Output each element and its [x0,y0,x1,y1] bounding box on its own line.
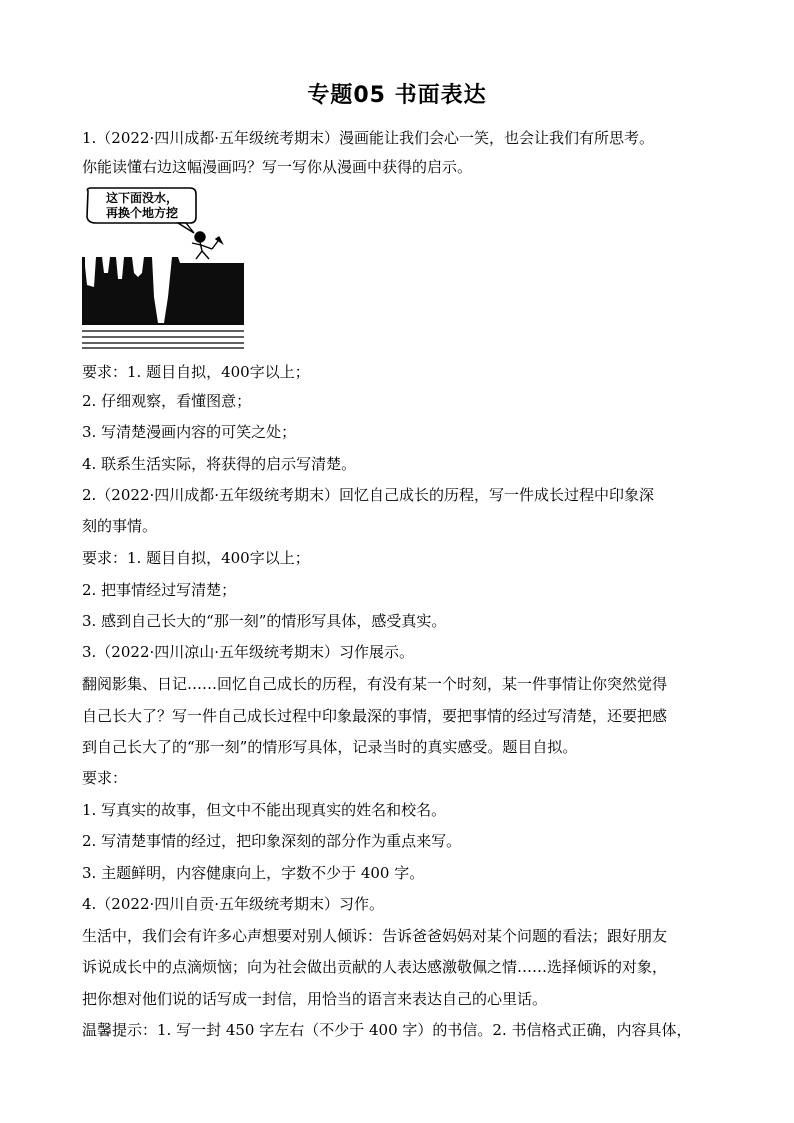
paragraph-line: 3. 写清楚漫画内容的可笑之处； [82,423,297,441]
paragraph-line: 3. 主题鲜明，内容健康向上，字数不少于 400 字。 [82,864,425,882]
paragraph-line: 把你想对他们说的话写成一封信，用恰当的语言来表达自己的心里话。 [82,990,548,1008]
paragraph-line: 刻的事情。 [82,517,158,535]
paragraph-line: 4.（2022·四川自贡·五年级统考期末）习作。 [82,895,385,913]
speech-text-2: 再换个地方挖 [105,206,179,220]
paragraph-line: 要求：1. 题目自拟，400字以上； [82,363,310,381]
paragraph-line: 要求： [82,769,128,787]
ground-with-holes [82,257,244,325]
water-layer [82,331,244,348]
paragraph-line: 到自己长大了的“那一刻”的情形写具体，记录当时的真实感受。题目自拟。 [82,738,578,756]
paragraph-line: 要求：1. 题目自拟，400字以上； [82,549,310,567]
page-title: 专题05 书面表达 [307,83,487,108]
speech-text-1: 这下面没水， [105,191,179,205]
paragraph-line: 自己长大了？写一件自己成长过程中印象最深的事情，要把事情的经过写清楚，还要把感 [82,707,668,725]
paragraph-line: 3. 感到自己长大的“那一刻”的情形写具体，感受真实。 [82,612,447,630]
paragraph-line: 诉说成长中的点滴烦恼；向为社会做出贡献的人表达感激敬佩之情……选择倾诉的对象， [82,958,668,976]
paragraph-line: 2. 仔细观察，看懂图意； [82,392,252,410]
paragraph-line: 翻阅影集、日记……回忆自己成长的历程，有没有某一个时刻，某一件事情让你突然觉得 [82,675,668,693]
paragraph-line: 4. 联系生活实际，将获得的启示写清楚。 [82,455,357,473]
paragraph-line: 生活中，我们会有许多心声想要对别人倾诉：告诉爸爸妈妈对某个问题的看法；跟好朋友 [82,927,668,945]
paragraph-line: 你能读懂右边这幅漫画吗？写一写你从漫画中获得的启示。 [82,158,473,176]
paragraph-line: 2.（2022·四川成都·五年级统考期末）回忆自己成长的历程，写一件成长过程中印象深 [82,486,655,504]
comic-illustration [82,185,247,350]
paragraph-line: 2. 写清楚事情的经过，把印象深刻的部分作为重点来写。 [82,832,462,850]
paragraph-line: 1.（2022·四川成都·五年级统考期末）漫画能让我们会心一笑，也会让我们有所思考。 [82,129,655,147]
paragraph-line: 2. 把事情经过写清楚； [82,581,237,599]
paragraph-line: 3.（2022·四川凉山·五年级统考期末）习作展示。 [82,643,415,661]
paragraph-line: 1. 写真实的故事，但文中不能出现真实的姓名和校名。 [82,801,447,819]
paragraph-line: 温馨提示：1. 写一封 450 字左右（不少于 400 字）的书信。2. 书信格式正确，内容具体， [82,1021,692,1039]
digging-man-figure [192,232,222,259]
